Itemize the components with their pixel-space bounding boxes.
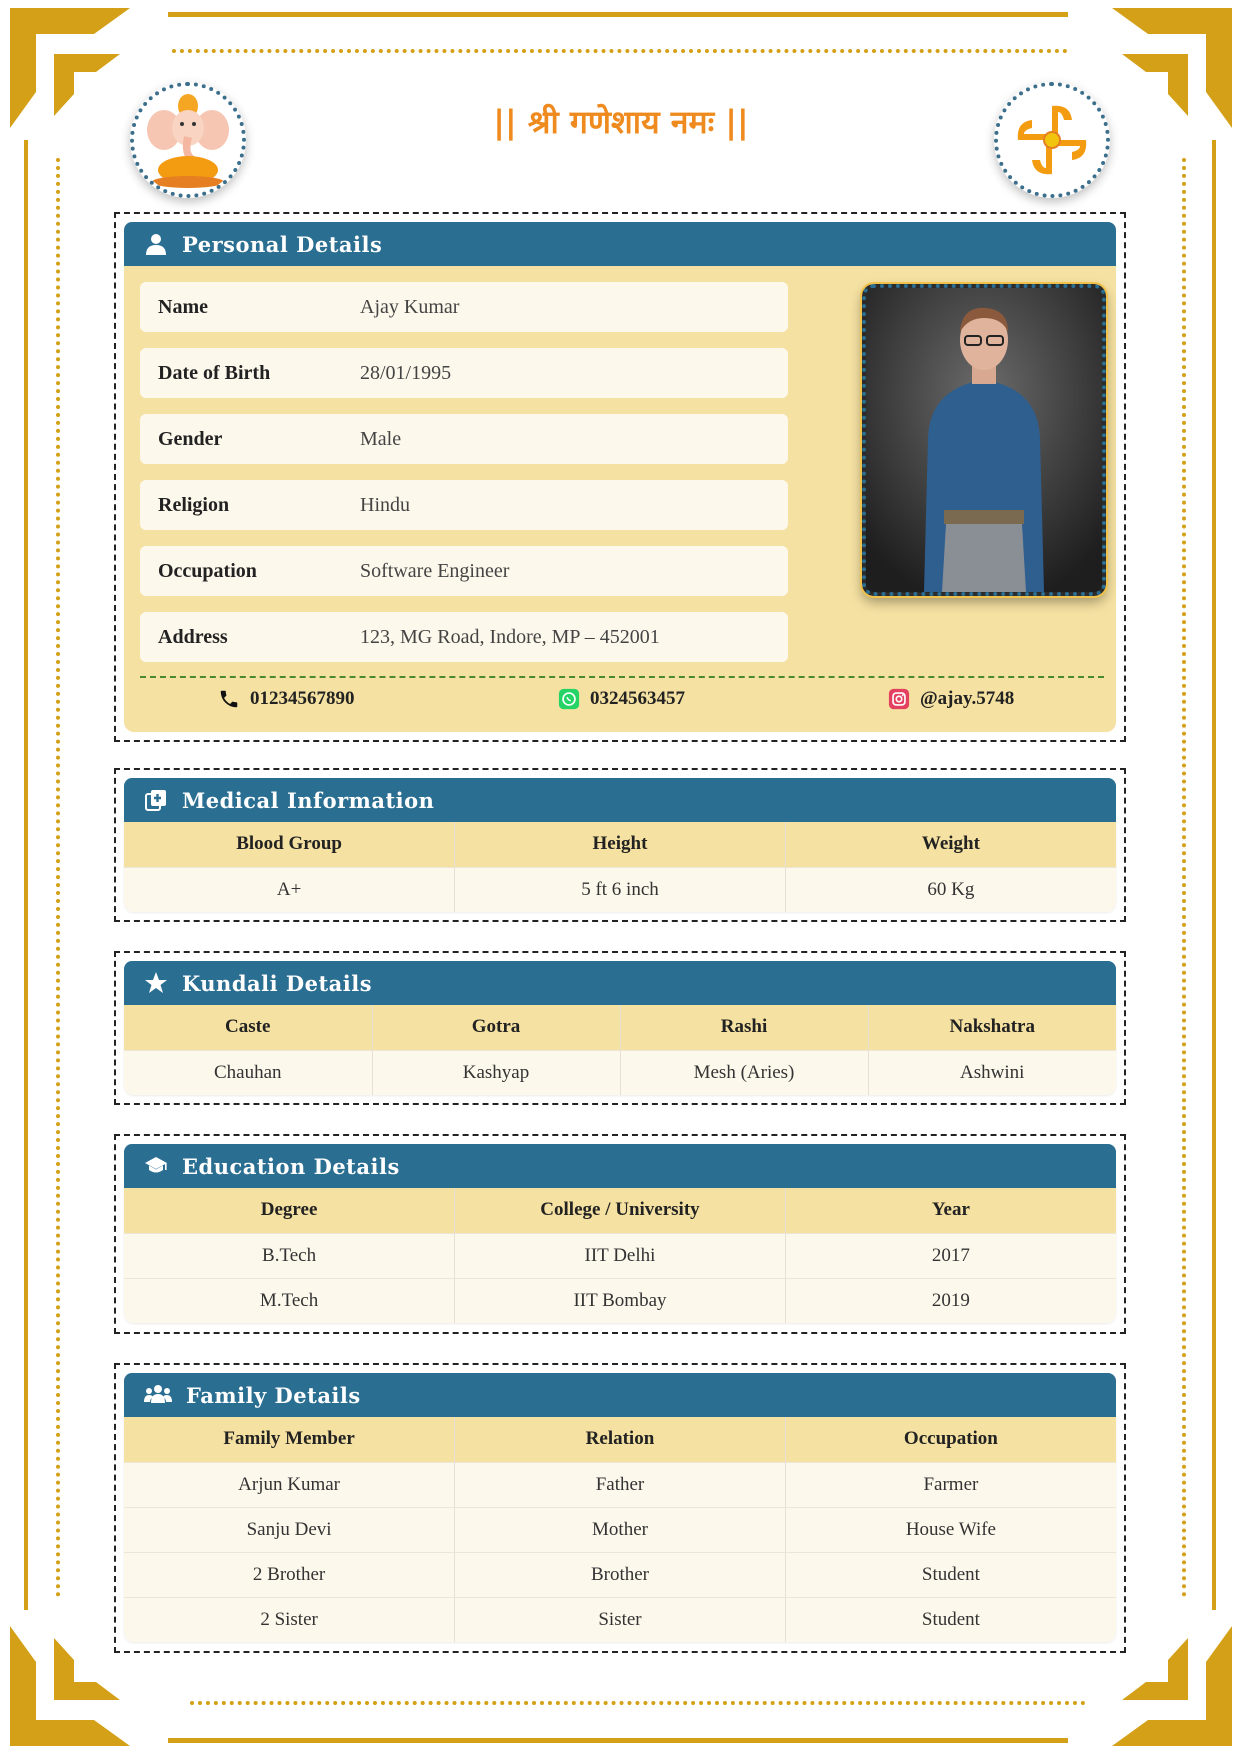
table-cell: 2 Brother [124,1552,455,1597]
info-label: Religion [158,493,230,516]
user-icon [144,232,168,256]
table-header-row [124,1005,1116,1050]
family-section [114,1363,1126,1653]
profile-photo [862,284,1106,596]
contact-instagram[interactable] [888,688,1014,710]
family-table [124,1417,1116,1642]
table-row [124,867,1116,912]
column-header: Degree [124,1188,455,1233]
table-cell: Father [455,1462,786,1507]
column-header: Rashi [620,1005,868,1050]
column-header: Occupation [785,1417,1116,1462]
table-row [124,1233,1116,1278]
education-header [124,1144,1116,1188]
medical-info-header [124,778,1116,822]
table-cell: Chauhan [124,1050,372,1095]
whatsapp-icon [558,688,580,710]
family-header [124,1373,1116,1417]
info-row-name [140,282,788,332]
table-header-row [124,1188,1116,1233]
table-cell: A+ [124,867,455,912]
kundali-table [124,1005,1116,1095]
frame-dots-right [1182,158,1186,1598]
frame-dots-left [56,158,60,1598]
kundali-title: Kundali Details [182,970,373,996]
personal-details-panel [124,266,1116,732]
whatsapp-number: 0324563457 [590,688,685,709]
graduation-cap-icon [144,1154,168,1178]
info-label: Name [158,295,208,318]
table-cell: 2 Sister [124,1597,455,1642]
table-cell: 5 ft 6 inch [455,867,786,912]
table-cell: Sanju Devi [124,1507,455,1552]
medical-table [124,822,1116,912]
info-value: 28/01/1995 [360,361,452,384]
frame-dots-bottom [190,1701,1086,1705]
table-cell: Arjun Kumar [124,1462,455,1507]
info-row-dob [140,348,788,398]
table-row [124,1278,1116,1323]
table-cell: Sister [455,1597,786,1642]
table-cell: B.Tech [124,1233,455,1278]
table-cell: Student [785,1597,1116,1642]
table-row [124,1050,1116,1095]
kundali-section [114,951,1126,1105]
profile-photo-image [866,288,1102,592]
swastika-emblem [994,82,1110,198]
info-value: Hindu [360,493,410,516]
table-cell: Kashyap [372,1050,620,1095]
education-section [114,1134,1126,1334]
medical-info-section [114,768,1126,922]
table-cell: Mesh (Aries) [620,1050,868,1095]
table-cell: 2017 [785,1233,1116,1278]
kundali-header [124,961,1116,1005]
info-value: 123, MG Road, Indore, MP – 452001 [360,625,660,648]
info-label: Address [158,625,228,648]
invocation-title: || श्री गणेशाय नमः || [493,103,749,141]
family-title: Family Details [186,1382,361,1408]
info-value: Software Engineer [360,559,510,582]
column-header: Year [785,1188,1116,1233]
column-header: Blood Group [124,822,455,867]
contact-whatsapp[interactable] [558,688,685,710]
column-header: Weight [785,822,1116,867]
table-cell: IIT Delhi [455,1233,786,1278]
education-title: Education Details [182,1153,400,1179]
info-row-religion [140,480,788,530]
personal-details-header [124,222,1116,266]
frame-dots-top [172,49,1068,53]
info-label: Date of Birth [158,361,271,384]
instagram-handle: @ajay.5748 [920,688,1015,709]
frame-line-left [24,140,28,1610]
table-cell: Mother [455,1507,786,1552]
column-header: Caste [124,1005,372,1050]
column-header: College / University [455,1188,786,1233]
info-label: Gender [158,427,223,450]
info-value: Male [360,427,402,450]
table-cell: Student [785,1552,1116,1597]
contact-divider [140,676,1104,678]
personal-details-section [114,212,1126,742]
swastika-icon [1010,98,1094,182]
info-row-address [140,612,788,662]
medical-info-title: Medical Information [182,787,435,813]
education-table [124,1188,1116,1323]
table-row [124,1507,1116,1552]
table-row [124,1597,1116,1642]
column-header: Height [455,822,786,867]
table-cell: Brother [455,1552,786,1597]
info-value: Ajay Kumar [360,295,460,318]
family-icon [144,1383,172,1407]
column-header: Nakshatra [868,1005,1116,1050]
table-cell: M.Tech [124,1278,455,1323]
table-row [124,1462,1116,1507]
info-row-gender [140,414,788,464]
table-cell: Farmer [785,1462,1116,1507]
contact-phone[interactable] [218,688,355,710]
column-header: Family Member [124,1417,455,1462]
column-header: Gotra [372,1005,620,1050]
info-row-occupation [140,546,788,596]
table-cell: IIT Bombay [455,1278,786,1323]
personal-details-title: Personal Details [182,231,383,257]
frame-line-top [168,12,1068,17]
table-cell: 60 Kg [785,867,1116,912]
phone-icon [218,688,240,710]
instagram-icon [888,688,910,710]
column-header: Relation [455,1417,786,1462]
table-cell: House Wife [785,1507,1116,1552]
medical-file-icon [144,788,168,812]
phone-number: 01234567890 [250,688,355,709]
star-icon [144,971,168,995]
frame-line-bottom [168,1738,1068,1743]
info-label: Occupation [158,559,257,582]
table-header-row [124,822,1116,867]
frame-line-right [1212,140,1216,1610]
table-header-row [124,1417,1116,1462]
table-cell: Ashwini [868,1050,1116,1095]
table-cell: 2019 [785,1278,1116,1323]
table-row [124,1552,1116,1597]
